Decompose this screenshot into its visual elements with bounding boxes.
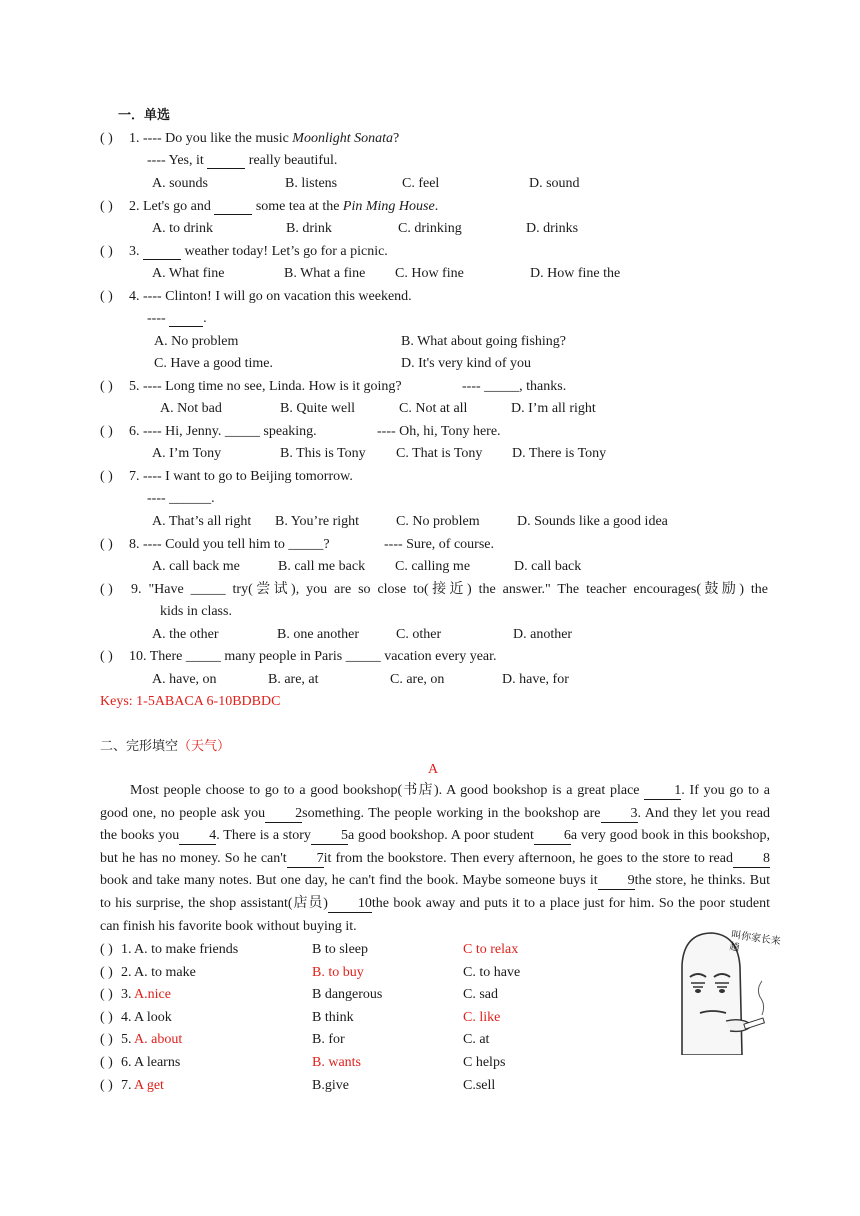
option: A. I’m Tony (152, 446, 222, 461)
option: B. What a fine (284, 266, 366, 281)
passage-blank: 3 (601, 806, 638, 823)
reply-text: . (203, 311, 207, 326)
song-title: Moonlight Sonata (292, 131, 394, 146)
reply-text: ---- Oh, hi, Tony here. (377, 424, 501, 439)
question-number: 2. (129, 199, 140, 214)
cloze-option-b: B think (312, 1010, 354, 1025)
cloze-paren: ( ) (100, 965, 113, 980)
stem-text: "Have _____ try(尝试), you are so close to(接近) the answer." The teacher encourages(鼓励) the (148, 582, 769, 597)
option: A. have, on (152, 672, 217, 687)
question-paren: ( ) (100, 469, 113, 484)
cloze-paren: ( ) (100, 1055, 113, 1070)
cloze-option-a: A learns (134, 1055, 181, 1070)
passage-blank: 9 (598, 873, 635, 890)
cloze-option-a: A look (134, 1010, 172, 1025)
question-paren: ( ) (100, 244, 113, 259)
option: C. feel (402, 176, 440, 191)
passage-text: a good bookshop. A poor student (347, 828, 534, 844)
option: D. call back (514, 559, 582, 574)
cloze-option-b: B. for (312, 1032, 345, 1047)
option: A. the other (152, 627, 219, 642)
passage-blank: 10 (328, 896, 372, 913)
question-stem (129, 199, 438, 215)
passage-blank: 8 (733, 851, 770, 868)
question-stem (129, 289, 412, 305)
section-title: 一．单选 (118, 108, 171, 123)
question-number: 6. (129, 424, 140, 439)
cloze-option-a: A get (134, 1078, 164, 1093)
passage-blank: 6 (534, 828, 571, 845)
option: D. How fine the (530, 266, 621, 281)
cloze-paren: ( ) (100, 987, 113, 1002)
question-stem (131, 582, 768, 598)
answer-blank (214, 199, 252, 215)
question-paren: ( ) (100, 199, 113, 214)
question-stem (129, 469, 353, 485)
option: D. another (513, 627, 573, 642)
option: C. drinking (398, 221, 462, 236)
option: B. This is Tony (280, 446, 366, 461)
question-number: 7. (129, 469, 140, 484)
passage-text: . If you go to a good one, no people ask you (100, 783, 770, 821)
passage-blank: 7 (287, 851, 324, 868)
option: B. one another (277, 627, 360, 642)
cloze-option-a: A.nice (134, 987, 171, 1002)
reply-text: ---- (147, 311, 170, 326)
cloze-option-c: C. sad (463, 987, 498, 1002)
passage-text: something. The people working in the bookshop are (302, 805, 601, 821)
passage-text: book and take many notes. But one day, he can't find the book. Maybe someone buys it (100, 873, 598, 889)
question-paren: ( ) (100, 582, 113, 597)
question-number: 3. (129, 244, 140, 259)
cloze-number: 4. (121, 1010, 132, 1025)
passage-text: a very good book in this bookshop, but he has no money. So he can't (100, 828, 770, 866)
option: A. sounds (152, 176, 209, 191)
passage-text: Most people choose to go to a good bookshop(书店). A good bookshop is a great place (130, 783, 645, 798)
stem-text: ---- Hi, Jenny. _____ speaking. (143, 424, 317, 439)
reply-text: really beautiful. (245, 153, 338, 168)
passage-blank: 2 (265, 806, 302, 823)
question-number: 10. (129, 649, 147, 664)
passage-text: it from the bookstore. Then every afternoon, he goes to the store to read (323, 850, 733, 866)
stem-text: ---- Do you like the music (143, 131, 293, 146)
passage-blank: 4 (179, 828, 216, 845)
option: D. I’m all right (511, 401, 596, 416)
cloze-option-c: C. at (463, 1032, 490, 1047)
cloze-paren: ( ) (100, 942, 113, 957)
answer-blank (143, 244, 181, 260)
place-name: Pin Ming House (342, 199, 435, 214)
option: C. Not at all (399, 401, 468, 416)
option: B. Quite well (280, 401, 356, 416)
cloze-option-b: B. to buy (312, 965, 364, 980)
question-number: 5. (129, 379, 140, 394)
stem-text: ---- I want to go to Beijing tomorrow. (143, 469, 353, 484)
option: B. are, at (268, 672, 319, 687)
stem-text: weather today! Let’s go for a picnic. (181, 244, 388, 259)
option: C. How fine (395, 266, 464, 281)
question-number: 1. (129, 131, 140, 146)
question-paren: ( ) (100, 289, 113, 304)
answer-blank (169, 311, 203, 327)
stem-text: ---- Could you tell him to _____? (143, 537, 330, 552)
cloze-title-note: （天气） (178, 739, 231, 754)
cloze-option-c: C to relax (463, 942, 519, 957)
stem-text: ---- Long time no see, Linda. How is it going? (143, 379, 402, 394)
question-stem (129, 131, 399, 147)
option: C. other (396, 627, 442, 642)
passage-blank: 5 (311, 828, 348, 845)
option: D. Sounds like a good idea (517, 514, 668, 529)
question-paren: ( ) (100, 424, 113, 439)
option: D. It's very kind of you (401, 356, 532, 371)
question-line2 (147, 311, 207, 327)
question-number: 4. (129, 289, 140, 304)
question-paren: ( ) (100, 131, 113, 146)
option: B. call me back (278, 559, 366, 574)
question-number: 8. (129, 537, 140, 552)
cloze-option-b: B.give (312, 1078, 349, 1093)
reply-text: ---- _____, thanks. (462, 379, 567, 394)
cloze-option-a: A. to make friends (134, 942, 239, 957)
question-line2 (147, 153, 337, 169)
cartoon-image (660, 925, 782, 1055)
stem-text: ---- Clinton! I will go on vacation this weekend. (143, 289, 412, 304)
stem-text: . (434, 199, 439, 214)
cloze-option-b: B dangerous (312, 987, 383, 1002)
cloze-number: 3. (121, 987, 132, 1002)
passage-label: A (428, 762, 439, 777)
option: A. What fine (152, 266, 225, 281)
passage-blank: 1 (644, 783, 681, 800)
option: C. That is Tony (396, 446, 483, 461)
cloze-number: 6. (121, 1055, 132, 1070)
answer-blank (207, 153, 245, 169)
reply-text: ---- Sure, of course. (384, 537, 495, 552)
question-paren: ( ) (100, 649, 113, 664)
question-paren: ( ) (100, 379, 113, 394)
option: C. are, on (390, 672, 445, 687)
stem-text: ? (393, 131, 400, 146)
option: A. Not bad (160, 401, 222, 416)
question-stem (129, 537, 330, 553)
cloze-paren: ( ) (100, 1078, 113, 1093)
cloze-number: 5. (121, 1032, 132, 1047)
question-stem (129, 649, 497, 665)
cloze-paren: ( ) (100, 1032, 113, 1047)
question-number: 9. (131, 582, 142, 597)
cartoon-caption: 叫你家长来趟 (728, 929, 782, 954)
option: A. to drink (152, 221, 214, 236)
reply-text: ---- Yes, it (147, 153, 208, 168)
option: A. That’s all right (152, 514, 252, 529)
cloze-option-c: C. to have (463, 965, 521, 980)
option: A. call back me (152, 559, 240, 574)
question-stem (129, 424, 317, 440)
cloze-number: 1. (121, 942, 132, 957)
cloze-section-title (100, 739, 230, 755)
cloze-passage (100, 780, 770, 938)
question-stem (129, 244, 388, 260)
option: C. Have a good time. (154, 356, 273, 371)
cloze-option-b: B to sleep (312, 942, 368, 957)
stem-text: some tea at the (252, 199, 343, 214)
option: D. have, for (502, 672, 569, 687)
cloze-option-b: B. wants (312, 1055, 361, 1070)
option: C. calling me (395, 559, 471, 574)
option: B. listens (285, 176, 338, 191)
passage-text: the book away and puts it to a place just for him. So the poor student can finish his favorite book without buying it. (100, 895, 771, 934)
option: D. drinks (526, 221, 579, 236)
option: B. What about going fishing? (401, 334, 566, 349)
option: D. sound (529, 176, 580, 191)
stem-text: There _____ many people in Paris _____ vacation every year. (149, 649, 497, 664)
cloze-option-a: A. to make (134, 965, 196, 980)
option: D. There is Tony (512, 446, 607, 461)
question-stem (129, 379, 402, 395)
stem-text: Let's go and (143, 199, 215, 214)
cloze-title: 二、完形填空 (100, 739, 179, 754)
question-line2: ---- ______. (147, 491, 215, 506)
option: C. No problem (396, 514, 480, 529)
question-paren: ( ) (100, 537, 113, 552)
question-line2: kids in class. (160, 604, 232, 619)
cloze-option-c: C. like (463, 1010, 501, 1025)
cloze-option-c: C.sell (463, 1078, 496, 1093)
cloze-number: 7. (121, 1078, 132, 1093)
passage-text: the store, he thinks. But to his surprise, the shop assistant(店员) (100, 873, 770, 911)
cloze-option-c: C helps (463, 1055, 506, 1070)
cloze-number: 2. (121, 965, 132, 980)
cloze-paren: ( ) (100, 1010, 113, 1025)
option: B. drink (286, 221, 332, 236)
cloze-option-a: A. about (134, 1032, 183, 1047)
option: A. No problem (154, 334, 239, 349)
answer-keys: Keys: 1-5ABACA 6-10BDBDC (100, 694, 281, 709)
passage-text: . And they let you read the books you (100, 805, 770, 844)
option: B. You’re right (275, 514, 360, 529)
passage-text: . There is a story (216, 828, 311, 844)
